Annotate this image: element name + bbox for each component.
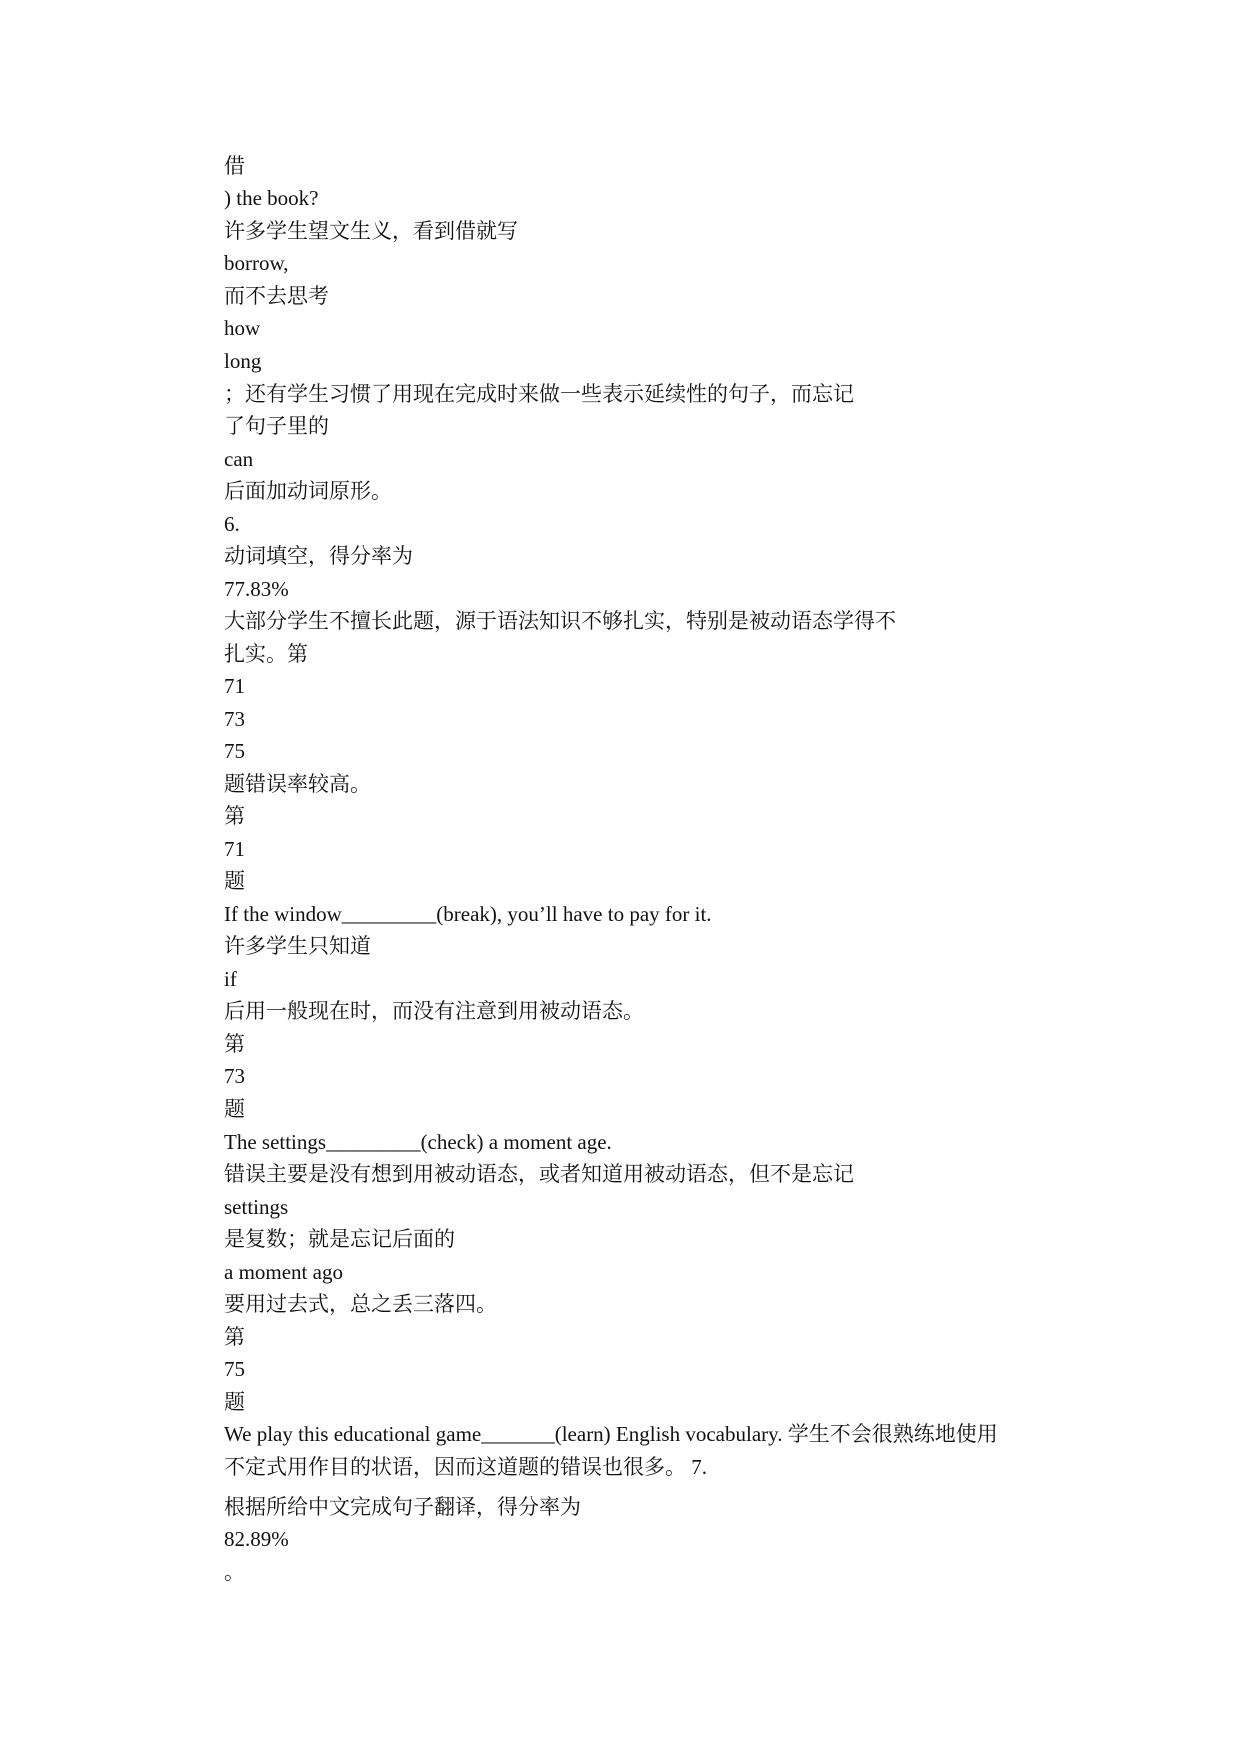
text-line: 扎实。第 xyxy=(224,642,308,666)
text-line: ；还有学生习惯了用现在完成时来做一些表示延续性的句子，而忘记 xyxy=(224,382,854,406)
text-line: 是复数；就是忘记后面的 xyxy=(224,1227,455,1251)
text-line: 第 xyxy=(224,804,245,828)
text-line: 77.83% xyxy=(224,577,289,601)
text-line: 许多学生望文生义，看到借就写 xyxy=(224,219,518,243)
text-line: 了句子里的 xyxy=(224,414,329,438)
text-line: long xyxy=(224,349,262,373)
text-line: 第 xyxy=(224,1325,245,1349)
text-line: 71 xyxy=(224,674,245,698)
text-line: a moment ago xyxy=(224,1260,343,1284)
text-line: 第 xyxy=(224,1032,245,1056)
text-line: can xyxy=(224,447,254,471)
text-line: ) the book? xyxy=(224,186,319,210)
text-line: 题 xyxy=(224,1390,245,1414)
text-line: 73 xyxy=(224,707,245,731)
text-line: 。 xyxy=(224,1560,245,1584)
text-line: 后面加动词原形。 xyxy=(224,479,392,503)
text-line: 82.89% xyxy=(224,1527,289,1551)
text-line: 73 xyxy=(224,1064,245,1088)
text-line: 借 xyxy=(224,154,245,178)
text-line: borrow, xyxy=(224,251,289,275)
text-line: 错误主要是没有想到用被动语态，或者知道用被动语态，但不是忘记 xyxy=(224,1162,854,1186)
text-line: if xyxy=(224,967,237,991)
text-line: how xyxy=(224,316,261,340)
text-line: 71 xyxy=(224,837,245,861)
text-line: If the window_________(break), you’ll have to pay for it. xyxy=(224,902,712,926)
text-line: 许多学生只知道 xyxy=(224,934,371,958)
text-line: 不定式用作目的状语，因而这道题的错误也很多。 7. xyxy=(224,1455,707,1479)
text-line: 75 xyxy=(224,739,245,763)
text-line: 要用过去式，总之丢三落四。 xyxy=(224,1292,497,1316)
text-line: 75 xyxy=(224,1357,245,1381)
text-line: settings xyxy=(224,1195,289,1219)
text-line: 大部分学生不擅长此题，源于语法知识不够扎实，特别是被动语态学得不 xyxy=(224,609,896,633)
text-line: 题 xyxy=(224,869,245,893)
text-line: The settings_________(check) a moment age. xyxy=(224,1130,612,1154)
text-line: 而不去思考 xyxy=(224,284,329,308)
text-line: We play this educational game_______(learn) English vocabulary. 学生不会很熟练地使用 xyxy=(224,1422,998,1446)
text-line: 6. xyxy=(224,512,240,536)
text-line: 动词填空，得分率为 xyxy=(224,544,413,568)
text-line: 题 xyxy=(224,1097,245,1121)
text-line: 后用一般现在时，而没有注意到用被动语态。 xyxy=(224,999,644,1023)
text-line: 根据所给中文完成句子翻译，得分率为 xyxy=(224,1495,581,1519)
text-line: 题错误率较高。 xyxy=(224,772,371,796)
